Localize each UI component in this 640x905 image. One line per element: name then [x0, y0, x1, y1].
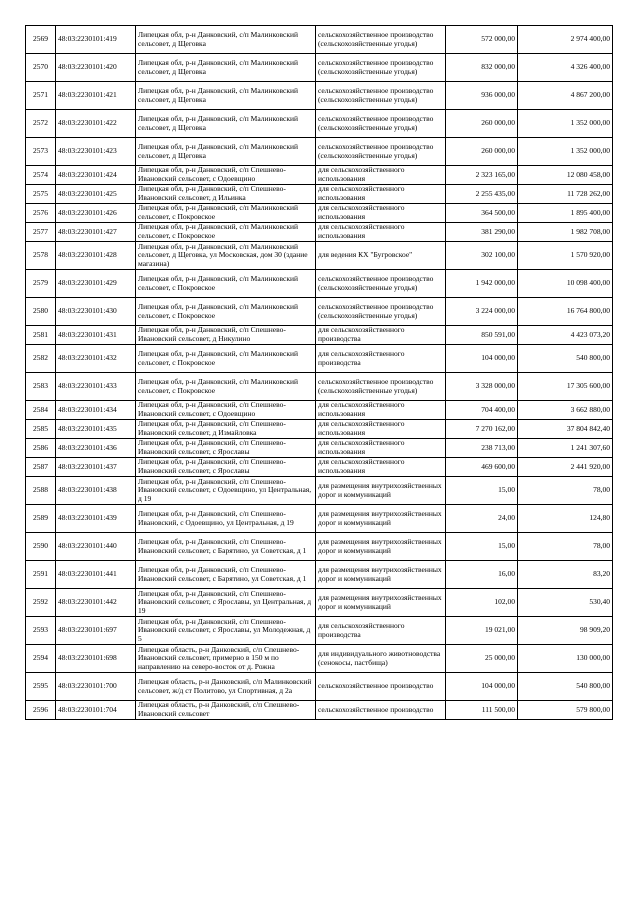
permitted-use-cell: сельскохозяйственное производство	[316, 701, 446, 720]
address-cell: Липецкая область, р-н Данковский, с/п Спешнево-Ивановский сельсовет	[136, 701, 316, 720]
address-cell: Липецкая обл, р-н Данковский, с/п Малинковский сельсовет, д Щеговка	[136, 82, 316, 110]
cadastral-value-cell: 4 326 400,00	[518, 54, 613, 82]
address-cell: Липецкая обл, р-н Данковский, с/п Спешнево-Ивановский сельсовет, с Одоевщино, ул Центральная, д 19	[136, 477, 316, 505]
row-number: 2579	[26, 270, 56, 298]
cadastral-number: 48:03:2230101:420	[56, 54, 136, 82]
table-row	[26, 477, 613, 505]
address-cell: Липецкая обл, р-н Данковский, с/п Спешнево-Ивановский сельсовет, с Ярославы	[136, 458, 316, 477]
table-row	[26, 673, 613, 701]
permitted-use-cell: для индивидуального животноводства (сенокосы, пастбища)	[316, 645, 446, 673]
area-cell: 24,00	[446, 505, 518, 533]
row-number: 2586	[26, 439, 56, 458]
permitted-use-cell: для сельскохозяйственного использования	[316, 204, 446, 223]
permitted-use-cell: для сельскохозяйственного использования	[316, 166, 446, 185]
area-cell: 2 255 435,00	[446, 185, 518, 204]
cadastral-number: 48:03:2230101:700	[56, 673, 136, 701]
table-row	[26, 204, 613, 223]
area-cell: 111 500,00	[446, 701, 518, 720]
table-row	[26, 54, 613, 82]
permitted-use-cell: сельскохозяйственное производство (сельскохозяйственные угодья)	[316, 82, 446, 110]
row-number: 2575	[26, 185, 56, 204]
area-cell: 832 000,00	[446, 54, 518, 82]
cadastral-value-cell: 4 423 073,20	[518, 326, 613, 345]
area-cell: 260 000,00	[446, 138, 518, 166]
permitted-use-cell: для размещения внутрихозяйственных дорог и коммуникаций	[316, 561, 446, 589]
cadastral-value-cell: 1 241 307,60	[518, 439, 613, 458]
cadastral-value-cell: 124,80	[518, 505, 613, 533]
table-row	[26, 617, 613, 645]
area-cell: 104 000,00	[446, 673, 518, 701]
table-row	[26, 242, 613, 270]
cadastral-value-cell: 17 305 600,00	[518, 373, 613, 401]
address-cell: Липецкая обл, р-н Данковский, с/п Спешнево-Ивановский сельсовет, с Барятино, ул Советская, д 1	[136, 533, 316, 561]
table-row	[26, 645, 613, 673]
permitted-use-cell: сельскохозяйственное производство (сельскохозяйственные угодья)	[316, 298, 446, 326]
row-number: 2596	[26, 701, 56, 720]
cadastral-value-cell: 1 352 000,00	[518, 138, 613, 166]
address-cell: Липецкая обл, р-н Данковский, с/п Спешнево-Ивановский сельсовет, с Ярославы, ул Центральная, д 19	[136, 589, 316, 617]
address-cell: Липецкая обл, р-н Данковский, с/п Малинковский сельсовет, д Щеговка, ул Московская, дом 30 (здание магазина)	[136, 242, 316, 270]
cadastral-value-cell: 2 974 400,00	[518, 26, 613, 54]
permitted-use-cell: для размещения внутрихозяйственных дорог и коммуникаций	[316, 505, 446, 533]
cadastral-value-cell: 37 804 842,40	[518, 420, 613, 439]
permitted-use-cell: сельскохозяйственное производство (сельскохозяйственные угодья)	[316, 26, 446, 54]
area-cell: 572 000,00	[446, 26, 518, 54]
permitted-use-cell: сельскохозяйственное производство (сельскохозяйственные угодья)	[316, 54, 446, 82]
cadastral-number: 48:03:2230101:428	[56, 242, 136, 270]
cadastral-number: 48:03:2230101:439	[56, 505, 136, 533]
cadastral-value-cell: 78,00	[518, 533, 613, 561]
row-number: 2570	[26, 54, 56, 82]
address-cell: Липецкая обл, р-н Данковский, с/п Спешнево-Ивановский сельсовет, д Ильинка	[136, 185, 316, 204]
table-row	[26, 458, 613, 477]
cadastral-value-cell: 11 728 262,00	[518, 185, 613, 204]
table-row	[26, 561, 613, 589]
area-cell: 381 290,00	[446, 223, 518, 242]
area-cell: 1 942 000,00	[446, 270, 518, 298]
area-cell: 2 323 165,00	[446, 166, 518, 185]
table-row	[26, 138, 613, 166]
cadastral-value-cell: 540 800,00	[518, 345, 613, 373]
table-row	[26, 401, 613, 420]
table-row	[26, 589, 613, 617]
cadastral-number: 48:03:2230101:421	[56, 82, 136, 110]
address-cell: Липецкая обл, р-н Данковский, с/п Спешнево-Ивановский сельсовет, д Никулино	[136, 326, 316, 345]
address-cell: Липецкая обл, р-н Данковский, с/п Спешнево-Ивановский сельсовет, с Одоевщино	[136, 166, 316, 185]
permitted-use-cell: для размещения внутрихозяйственных дорог и коммуникаций	[316, 477, 446, 505]
permitted-use-cell: для сельскохозяйственного производства	[316, 617, 446, 645]
cadastral-value-cell: 1 895 400,00	[518, 204, 613, 223]
cadastral-number: 48:03:2230101:429	[56, 270, 136, 298]
cadastral-number: 48:03:2230101:440	[56, 533, 136, 561]
table-row	[26, 185, 613, 204]
area-cell: 704 400,00	[446, 401, 518, 420]
row-number: 2578	[26, 242, 56, 270]
table-row	[26, 439, 613, 458]
area-cell: 936 000,00	[446, 82, 518, 110]
area-cell: 850 591,00	[446, 326, 518, 345]
area-cell: 104 000,00	[446, 345, 518, 373]
cadastral-value-cell: 98 909,20	[518, 617, 613, 645]
table-row	[26, 26, 613, 54]
cadastral-number: 48:03:2230101:422	[56, 110, 136, 138]
row-number: 2592	[26, 589, 56, 617]
cadastral-number: 48:03:2230101:442	[56, 589, 136, 617]
table-row	[26, 345, 613, 373]
table-row	[26, 373, 613, 401]
cadastral-number: 48:03:2230101:436	[56, 439, 136, 458]
cadastral-value-cell: 530,40	[518, 589, 613, 617]
area-cell: 25 000,00	[446, 645, 518, 673]
table-row	[26, 701, 613, 720]
cadastral-value-cell: 579 800,00	[518, 701, 613, 720]
row-number: 2587	[26, 458, 56, 477]
area-cell: 260 000,00	[446, 110, 518, 138]
permitted-use-cell: для сельскохозяйственного использования	[316, 420, 446, 439]
area-cell: 3 224 000,00	[446, 298, 518, 326]
row-number: 2583	[26, 373, 56, 401]
cadastral-value-cell: 16 764 800,00	[518, 298, 613, 326]
cadastral-value-cell: 1 352 000,00	[518, 110, 613, 138]
row-number: 2588	[26, 477, 56, 505]
area-cell: 364 500,00	[446, 204, 518, 223]
table-row	[26, 110, 613, 138]
cadastral-value-cell: 1 982 708,00	[518, 223, 613, 242]
area-cell: 15,00	[446, 533, 518, 561]
row-number: 2582	[26, 345, 56, 373]
area-cell: 102,00	[446, 589, 518, 617]
cadastral-value-cell: 130 000,00	[518, 645, 613, 673]
cadastral-number: 48:03:2230101:426	[56, 204, 136, 223]
permitted-use-cell: для ведения КХ "Бугровское"	[316, 242, 446, 270]
table-row	[26, 82, 613, 110]
table-row	[26, 505, 613, 533]
address-cell: Липецкая обл, р-н Данковский, с/п Спешнево-Ивановский сельсовет, с Барятино, ул Советская, д 1	[136, 561, 316, 589]
permitted-use-cell: сельскохозяйственное производство (сельскохозяйственные угодья)	[316, 270, 446, 298]
address-cell: Липецкая обл, р-н Данковский, с/п Спешнево-Ивановский сельсовет, с Одоевщино	[136, 401, 316, 420]
permitted-use-cell: для сельскохозяйственного использования	[316, 458, 446, 477]
row-number: 2590	[26, 533, 56, 561]
permitted-use-cell: для сельскохозяйственного производства	[316, 345, 446, 373]
cadastral-value-cell: 1 570 920,00	[518, 242, 613, 270]
address-cell: Липецкая обл, р-н Данковский, с/п Малинковский сельсовет, с Покровское	[136, 298, 316, 326]
row-number: 2593	[26, 617, 56, 645]
area-cell: 238 713,00	[446, 439, 518, 458]
address-cell: Липецкая обл, р-н Данковский, с/п Малинковский сельсовет, д Щеговка	[136, 138, 316, 166]
row-number: 2571	[26, 82, 56, 110]
address-cell: Липецкая обл, р-н Данковский, с/п Спешнево-Ивановский сельсовет, с Ярославы	[136, 439, 316, 458]
permitted-use-cell: для сельскохозяйственного использования	[316, 439, 446, 458]
area-cell: 302 100,00	[446, 242, 518, 270]
table-row	[26, 298, 613, 326]
cadastral-number: 48:03:2230101:423	[56, 138, 136, 166]
table-row	[26, 166, 613, 185]
cadastral-number: 48:03:2230101:427	[56, 223, 136, 242]
permitted-use-cell: сельскохозяйственное производство (сельскохозяйственные угодья)	[316, 138, 446, 166]
row-number: 2580	[26, 298, 56, 326]
cadastral-value-cell: 10 098 400,00	[518, 270, 613, 298]
address-cell: Липецкая обл, р-н Данковский, с/п Малинковский сельсовет, д Щеговка	[136, 110, 316, 138]
row-number: 2585	[26, 420, 56, 439]
permitted-use-cell: сельскохозяйственное производство	[316, 673, 446, 701]
address-cell: Липецкая область, р-н Данковский, с/п Малинковский сельсовет, ж/д ст Политово, ул Спортивная, д 2а	[136, 673, 316, 701]
land-registry-table	[25, 25, 613, 720]
cadastral-value-cell: 2 441 920,00	[518, 458, 613, 477]
permitted-use-cell: для сельскохозяйственного использования	[316, 223, 446, 242]
area-cell: 469 600,00	[446, 458, 518, 477]
cadastral-number: 48:03:2230101:425	[56, 185, 136, 204]
address-cell: Липецкая обл, р-н Данковский, с/п Малинковский сельсовет, д Щеговка	[136, 54, 316, 82]
table-row	[26, 533, 613, 561]
cadastral-number: 48:03:2230101:434	[56, 401, 136, 420]
permitted-use-cell: для сельскохозяйственного использования	[316, 401, 446, 420]
row-number: 2573	[26, 138, 56, 166]
row-number: 2577	[26, 223, 56, 242]
row-number: 2594	[26, 645, 56, 673]
address-cell: Липецкая обл, р-н Данковский, с/п Спешнево-Ивановский сельсовет, д Измайловка	[136, 420, 316, 439]
table-row	[26, 326, 613, 345]
cadastral-number: 48:03:2230101:438	[56, 477, 136, 505]
row-number: 2589	[26, 505, 56, 533]
cadastral-number: 48:03:2230101:441	[56, 561, 136, 589]
cadastral-number: 48:03:2230101:432	[56, 345, 136, 373]
row-number: 2572	[26, 110, 56, 138]
cadastral-value-cell: 3 662 880,00	[518, 401, 613, 420]
cadastral-value-cell: 78,00	[518, 477, 613, 505]
area-cell: 3 328 000,00	[446, 373, 518, 401]
cadastral-number: 48:03:2230101:437	[56, 458, 136, 477]
area-cell: 16,00	[446, 561, 518, 589]
permitted-use-cell: для размещения внутрихозяйственных дорог и коммуникаций	[316, 589, 446, 617]
address-cell: Липецкая обл, р-н Данковский, с/п Спешнево-Ивановский, с Одоевщино, ул Центральная, д 19	[136, 505, 316, 533]
address-cell: Липецкая обл, р-н Данковский, с/п Малинковский сельсовет, с Покровское	[136, 223, 316, 242]
table-row	[26, 223, 613, 242]
address-cell: Липецкая обл, р-н Данковский, с/п Малинковский сельсовет, д Щеговка	[136, 26, 316, 54]
cadastral-value-cell: 4 867 200,00	[518, 82, 613, 110]
row-number: 2576	[26, 204, 56, 223]
row-number: 2584	[26, 401, 56, 420]
permitted-use-cell: для размещения внутрихозяйственных дорог и коммуникаций	[316, 533, 446, 561]
table-row	[26, 270, 613, 298]
area-cell: 15,00	[446, 477, 518, 505]
row-number: 2574	[26, 166, 56, 185]
cadastral-value-cell: 540 800,00	[518, 673, 613, 701]
address-cell: Липецкая область, р-н Данковский, с/п Спешнево-Ивановский сельсовет, примерно в 150 м по направлению на северо-восток от д. Рожна	[136, 645, 316, 673]
cadastral-number: 48:03:2230101:424	[56, 166, 136, 185]
permitted-use-cell: для сельскохозяйственного производства	[316, 326, 446, 345]
address-cell: Липецкая обл, р-н Данковский, с/п Малинковский сельсовет, с Покровское	[136, 373, 316, 401]
row-number: 2595	[26, 673, 56, 701]
permitted-use-cell: сельскохозяйственное производство (сельскохозяйственные угодья)	[316, 110, 446, 138]
address-cell: Липецкая обл, р-н Данковский, с/п Малинковский сельсовет, с Покровское	[136, 270, 316, 298]
address-cell: Липецкая обл, р-н Данковский, с/п Малинковский сельсовет, с Покровское	[136, 345, 316, 373]
cadastral-number: 48:03:2230101:698	[56, 645, 136, 673]
row-number: 2581	[26, 326, 56, 345]
address-cell: Липецкая обл, р-н Данковский, с/п Малинковский сельсовет, с Покровское	[136, 204, 316, 223]
cadastral-number: 48:03:2230101:697	[56, 617, 136, 645]
cadastral-number: 48:03:2230101:704	[56, 701, 136, 720]
row-number: 2591	[26, 561, 56, 589]
cadastral-number: 48:03:2230101:419	[56, 26, 136, 54]
area-cell: 19 021,00	[446, 617, 518, 645]
area-cell: 7 270 162,00	[446, 420, 518, 439]
cadastral-number: 48:03:2230101:433	[56, 373, 136, 401]
cadastral-number: 48:03:2230101:430	[56, 298, 136, 326]
table-row	[26, 420, 613, 439]
cadastral-number: 48:03:2230101:431	[56, 326, 136, 345]
address-cell: Липецкая обл, р-н Данковский, с/п Спешнево-Ивановский сельсовет, с Ярославы, ул Молодежная, д 5	[136, 617, 316, 645]
cadastral-value-cell: 83,20	[518, 561, 613, 589]
cadastral-number: 48:03:2230101:435	[56, 420, 136, 439]
permitted-use-cell: для сельскохозяйственного использования	[316, 185, 446, 204]
permitted-use-cell: сельскохозяйственное производство (сельскохозяйственные угодья)	[316, 373, 446, 401]
cadastral-value-cell: 12 080 458,00	[518, 166, 613, 185]
row-number: 2569	[26, 26, 56, 54]
